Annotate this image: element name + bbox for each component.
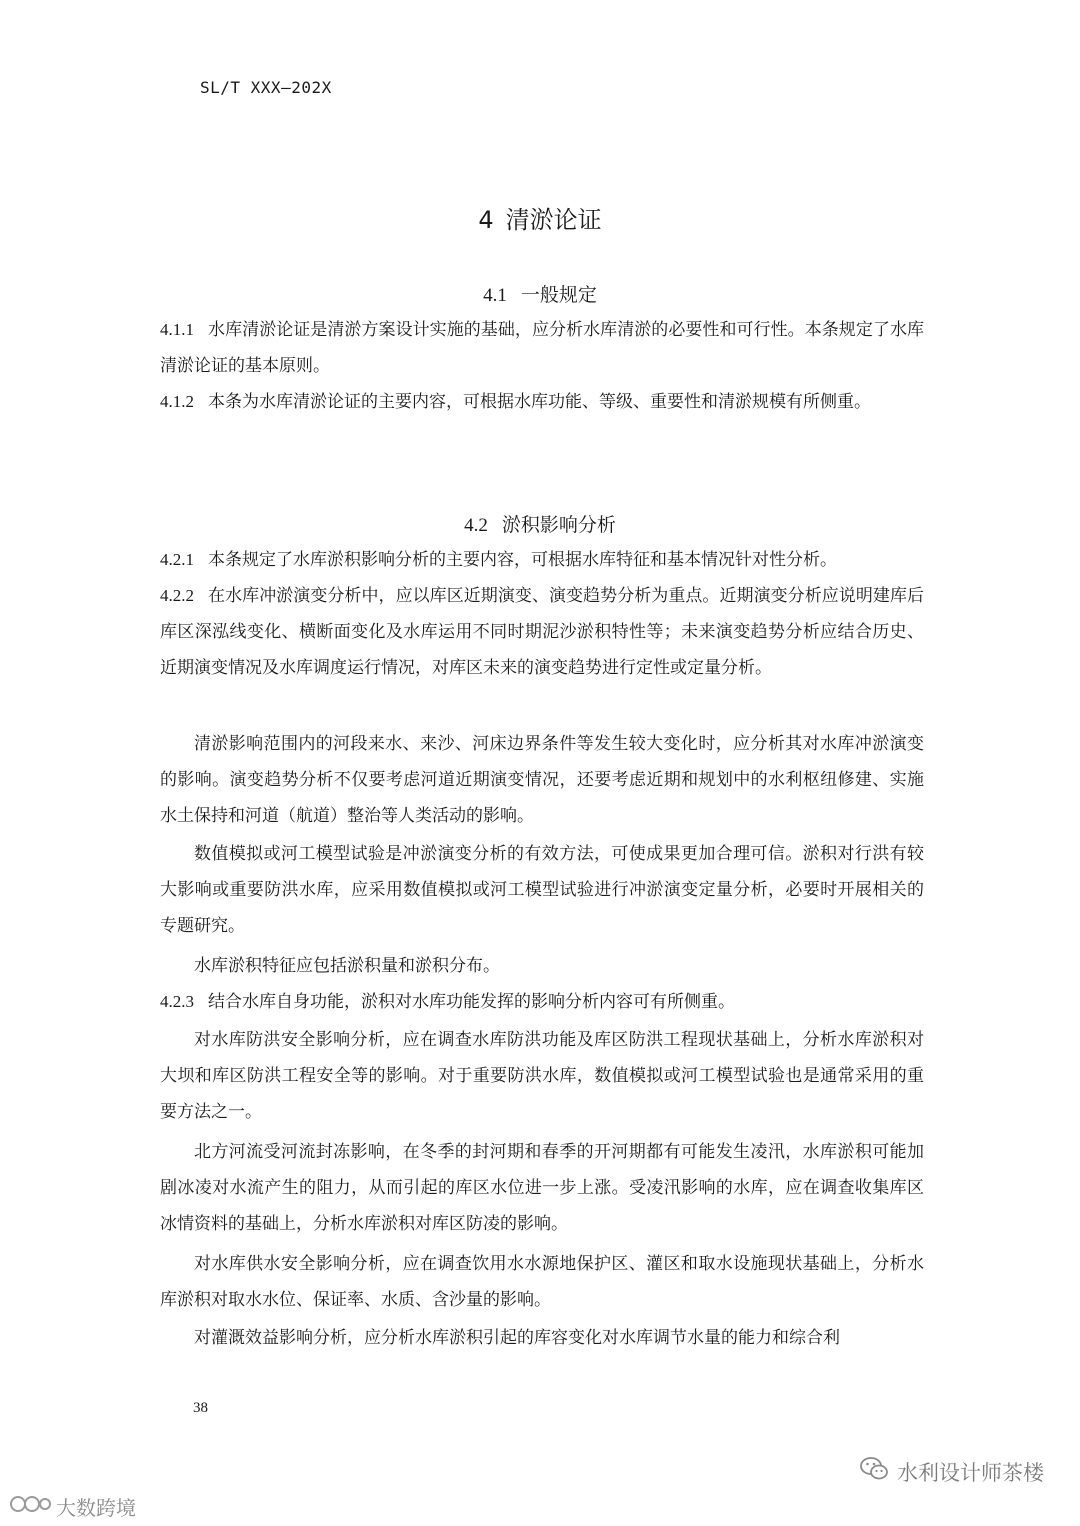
watermark-brand — [8, 1492, 136, 1521]
paragraph-4-2-1 — [160, 542, 924, 578]
standard-code: SL/T XXX—202X — [200, 78, 332, 97]
paragraph-4-1-1 — [160, 312, 924, 384]
section-title-4-1 — [0, 280, 1080, 307]
paragraph-body: 对水库防洪安全影响分析，应在调查水库防洪功能及库区防洪工程现状基础上，分析水库淤积对大坝和库区防洪工程安全等的影响。对于重要防洪水库，数值模拟或河工模型试验也是通常采用的重要方法之一。 — [160, 1030, 924, 1122]
paragraph-body: 水库淤积特征应包括淤积量和淤积分布。 — [194, 956, 500, 976]
paragraph-body: 对水库供水安全影响分析，应在调查饮用水水源地保护区、灌区和取水设施现状基础上，分析水库淤积对取水水位、保证率、水质、含沙量的影响。 — [160, 1254, 924, 1310]
paragraph-text: 在水库冲淤演变分析中，应以库区近期演变、演变趋势分析为重点。近期演变分析应说明建库后库区深泓线变化、横断面变化及水库运用不同时期泥沙淤积特性等；未来演变趋势分析应结合历史、近期演变情况及水库调度运行情况，对库区未来的演变趋势进行定性或定量分析。 — [160, 586, 924, 678]
clause-number: 4.1.1 — [160, 320, 194, 339]
paragraph-4-2-3 — [160, 984, 924, 1020]
paragraph-4-2-2 — [160, 578, 924, 686]
paragraph-body: 北方河流受河流封冻影响，在冬季的封河期和春季的开河期都有可能发生凌汛，水库淤积可能加剧冰凌对水流产生的阻力，从而引起的库区水位进一步上涨。受凌汛影响的水库，应在调查收集库区冰情资料的基础上，分析水库淤积对库区防凌的影响。 — [160, 1142, 924, 1234]
clause-number: 4.1.2 — [160, 392, 194, 411]
paragraph-text: 本条为水库清淤论证的主要内容，可根据水库功能、等级、重要性和清淤规模有所侧重。 — [208, 392, 871, 412]
chapter-title — [0, 200, 1080, 235]
paragraph-text: 水库清淤论证是清淤方案设计实施的基础，应分析水库清淤的必要性和可行性。本条规定了水库清淤论证的基本原则。 — [160, 320, 924, 376]
section-title-4-2 — [0, 510, 1080, 537]
chapter-title-text: 清淤论证 — [505, 206, 602, 234]
watermark-text: 大数跨境 — [56, 1496, 136, 1520]
section-title-text: 淤积影响分析 — [501, 514, 616, 536]
brand-logo-icon — [8, 1493, 52, 1520]
section-number: 4.2 — [464, 515, 488, 536]
section-title-text: 一般规定 — [520, 284, 597, 306]
clause-number: 4.2.1 — [160, 550, 194, 569]
clause-number: 4.2.2 — [160, 586, 194, 605]
wechat-icon — [859, 1456, 889, 1487]
paragraph-body: 数值模拟或河工模型试验是冲淤演变分析的有效方法，可使成果更加合理可信。淤积对行洪有较大影响或重要防洪水库，应采用数值模拟或河工模型试验进行冲淤演变定量分析，必要时开展相关的专题研究。 — [160, 844, 924, 936]
paragraph-text: 结合水库自身功能，淤积对水库功能发挥的影响分析内容可有所侧重。 — [208, 992, 735, 1012]
chapter-number: 4 — [478, 206, 494, 234]
paragraph-body: 清淤影响范围内的河段来水、来沙、河床边界条件等发生较大变化时，应分析其对水库冲淤演变的影响。演变趋势分析不仅要考虑河道近期演变情况，还要考虑近期和规划中的水利枢纽修建、实施水土保持和河道（航道）整治等人类活动的影响。 — [160, 734, 924, 826]
paragraph-body: 对灌溉效益影响分析，应分析水库淤积引起的库容变化对水库调节水量的能力和综合利 — [194, 1328, 840, 1348]
page-number: 38 — [193, 1400, 208, 1416]
paragraph-4-1-2 — [160, 384, 924, 420]
watermark-wechat — [859, 1456, 1044, 1487]
paragraph-text: 本条规定了水库淤积影响分析的主要内容，可根据水库特征和基本情况针对性分析。 — [208, 550, 837, 570]
section-number: 4.1 — [483, 285, 507, 306]
clause-number: 4.2.3 — [160, 992, 194, 1011]
watermark-text: 水利设计师茶楼 — [897, 1460, 1044, 1485]
